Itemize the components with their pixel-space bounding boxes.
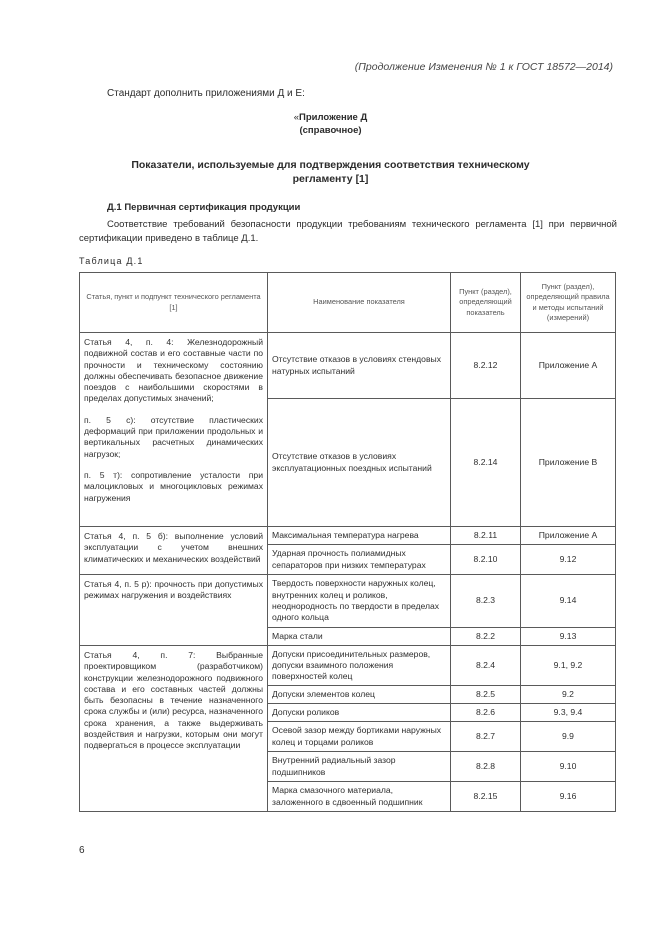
article-paragraph: Статья 4, п. 5 б): выполнение условий эксплуатации с учетом внешних климатических и механических воздействий	[84, 531, 263, 564]
clause-cell: 8.2.15	[451, 782, 521, 812]
clause-cell: 8.2.12	[451, 333, 521, 399]
method-cell: Приложение А	[521, 527, 616, 545]
section-title: Д.1 Первичная сертификация продукции	[107, 202, 301, 213]
clause-cell: 8.2.2	[451, 628, 521, 646]
indicator-cell: Отсутствие отказов в условиях стендовых натурных испытаний	[268, 333, 451, 399]
method-cell: Приложение А	[521, 333, 616, 399]
method-cell: 9.13	[521, 628, 616, 646]
clause-cell: 8.2.10	[451, 545, 521, 575]
appendix-heading	[0, 111, 661, 137]
method-cell: 9.9	[521, 722, 616, 752]
indicator-cell: Допуски элементов колец	[268, 686, 451, 704]
article-cell	[80, 575, 268, 646]
clause-cell: 8.2.3	[451, 575, 521, 628]
table-row	[80, 575, 616, 628]
article-paragraph: Статья 4, п. 4: Железнодорожный подвижной состав и его составные части по прочности и техническому состоянию должны обеспечивать безопасное движение поездов с наибольшими скоростями в пределах допустимых значений;	[84, 337, 263, 404]
indicator-cell: Отсутствие отказов в условиях эксплуатационных поездных испытаний	[268, 399, 451, 527]
opening-quote: «	[293, 112, 300, 123]
method-cell: 9.10	[521, 752, 616, 782]
body-paragraph: Соответствие требований безопасности продукции требованиям технического регламента [1] при первичной сертификации приведено в таблице Д.1.	[79, 219, 617, 244]
method-cell: 9.14	[521, 575, 616, 628]
intro-text: Стандарт дополнить приложениями Д и Е:	[107, 88, 305, 99]
clause-cell: 8.2.4	[451, 646, 521, 686]
method-cell: 9.3, 9.4	[521, 704, 616, 722]
table-row	[80, 646, 616, 686]
appendix-title: Приложение Д	[299, 112, 368, 123]
header-method: Пункт (раздел), определяющий правила и методы испытаний (измерений)	[521, 273, 616, 333]
table-header-row	[80, 273, 616, 333]
main-title: Показатели, используемые для подтверждения соответствия техническому регламенту [1]	[131, 159, 530, 185]
clause-cell: 8.2.6	[451, 704, 521, 722]
continuation-header: (Продолжение Изменения № 1 к ГОСТ 18572—2014)	[354, 61, 613, 73]
indicator-cell: Марка смазочного материала, заложенного в сдвоенный подшипник	[268, 782, 451, 812]
clause-cell: 8.2.11	[451, 527, 521, 545]
indicator-cell: Твердость поверхности наружных колец, внутренних колец и роликов, неоднородность по твердости в пределах одного кольца	[268, 575, 451, 628]
method-cell: 9.16	[521, 782, 616, 812]
page-number: 6	[79, 845, 85, 856]
method-cell: Приложение В	[521, 399, 616, 527]
article-cell	[80, 646, 268, 812]
article-paragraph: Статья 4, п. 5 р): прочность при допустимых режимах нагружения и воздействиях	[84, 579, 263, 601]
indicator-cell: Допуски роликов	[268, 704, 451, 722]
clause-cell: 8.2.5	[451, 686, 521, 704]
indicator-cell: Внутренний радиальный зазор подшипников	[268, 752, 451, 782]
indicator-cell: Осевой зазор между бортиками наружных колец и торцами роликов	[268, 722, 451, 752]
method-cell: 9.2	[521, 686, 616, 704]
article-cell	[80, 527, 268, 575]
table-caption: Таблица Д.1	[79, 256, 144, 266]
appendix-subtitle: (справочное)	[299, 125, 362, 136]
clause-cell: 8.2.14	[451, 399, 521, 527]
indicator-cell: Допуски присоединительных размеров, допуски взаимного положения поверхностей колец	[268, 646, 451, 686]
requirements-table	[79, 272, 616, 812]
article-cell	[80, 333, 268, 527]
indicator-cell: Максимальная температура нагрева	[268, 527, 451, 545]
clause-cell: 8.2.7	[451, 722, 521, 752]
header-indicator: Наименование показателя	[268, 273, 451, 333]
article-paragraph: п. 5 т): сопротивление усталости при малоцикловых и многоцикловых режимах нагружения	[84, 469, 263, 503]
header-article: Статья, пункт и подпункт технического регламента [1]	[80, 273, 268, 333]
indicator-cell: Марка стали	[268, 628, 451, 646]
method-cell: 9.1, 9.2	[521, 646, 616, 686]
table-row	[80, 333, 616, 399]
article-paragraph: Статья 4, п. 7: Выбранные проектировщиком (разработчиком) конструкции железнодорожного подвижного состава и его составных частей должны быть безопасны в течение назначенного срока службы и (или) ресурса, назначенного срока хранения, а также выдерживать воздействия и нагрузки, которым они могут подвергаться в процессе эксплуатации	[84, 650, 263, 751]
clause-cell: 8.2.8	[451, 752, 521, 782]
article-paragraph: п. 5 с): отсутствие пластических деформаций при приложении продольных и вертикальных расчетных динамических нагрузок;	[84, 414, 263, 459]
header-clause: Пункт (раздел), определяющий показатель	[451, 273, 521, 333]
method-cell: 9.12	[521, 545, 616, 575]
table-row	[80, 527, 616, 545]
indicator-cell: Ударная прочность полиамидных сепараторов при низких температурах	[268, 545, 451, 575]
